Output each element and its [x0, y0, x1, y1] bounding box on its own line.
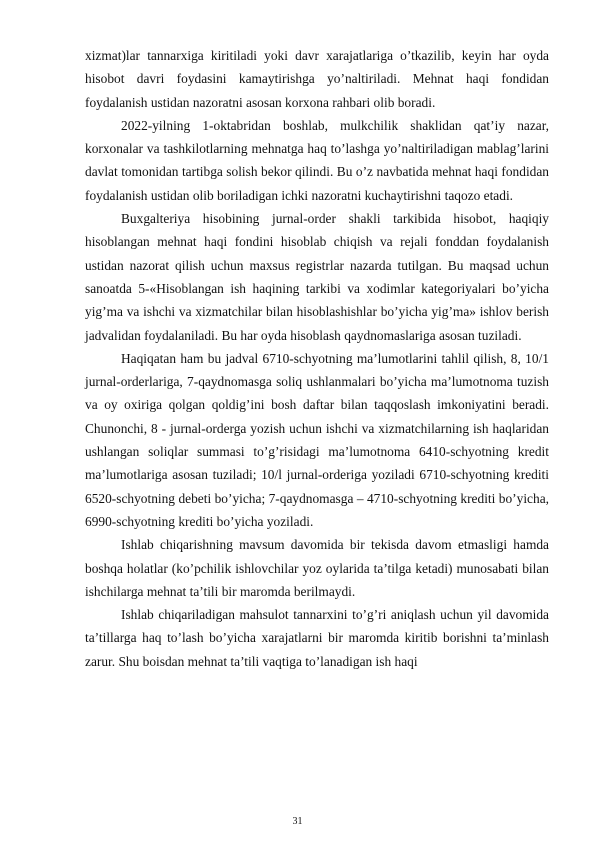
paragraph: Buxgalteriya hisobining jurnal-order shakli tarkibida hisobot, haqiqiy hisoblangan mehnat haqi fondini hisoblab chiqish va rejali fonddan foydalanish ustidan nazorat qilish uchun maxsus registrlar nazarda tutilgan. Bu maqsad uchun sanoatda 5-«Hisoblangan ish haqining tarkibi va xodimlar kategoriyalari bo’yicha yig’ma va ishchi va xizmatchilar bilan hisoblashishlar bo’yicha yig’ma» ishlov berish jadvalidan foydalaniladi. Bu har oyda hisoblash qaydnomaslariga asosan tuziladi. [85, 211, 549, 343]
paragraph: 2022-yilning 1-oktabridan boshlab, mulkchilik shaklidan qat’iy nazar, korxonalar va tashkilotlarning mehnatga haq to’lashga yo’naltiriladigan mablag’larini davlat tomonidan tartibga solish bekor qilindi. Bu o’z navbatida mehnat haqi fondidan foydalanish ustidan olib boriladigan ichki nazoratni kuchaytirishni taqozo etadi. [85, 117, 549, 203]
paragraph: Ishlab chiqarishning mavsum davomida bir tekisda davom etmasligi hamda boshqa holatlar (ko’pchilik ishlovchilar yoz oylarida ta’tilga ketadi) munosabati bilan ishchilarga mehnat ta’tili bir maromda berilmaydi. [85, 537, 549, 599]
page-number: 31 [292, 816, 303, 827]
paragraph-continued: xizmat)lar tannarxiga kiritiladi yoki davr xarajatlariga o’tkazilib, keyin har oyda hisobot davri foydasini kamaytirishga yo’naltiriladi. Mehnat haqi fondidan foydalanish ustidan nazoratni asosan korxona rahbari olib boradi. [85, 48, 549, 110]
paragraph: Haqiqatan ham bu jadval 6710-schyotning ma’lumotlarini tahlil qilish, 8, 10/1 jurnal-orderlariga, 7-qaydnomasga soliq ushlanmalari bo’yicha ma’lumotnoma tuzish va oy oxiriga qolgan qoldig’ini bosh daftar bilan taqqoslash imkoniyatini beradi. Chunonchi, 8 - jurnal-orderga yozish uchun ishchi va xizmatchilarning ish haqlaridan ushlangan soliqlar summasi to’g’risidagi ma’lumotnoma 6410-schyotning kredit ma’lumotlariga asosan tuziladi; 10/l jurnal-orderiga yoziladi 6710-schyotning krediti 6520-schyotning debeti bo’yicha; 7-qaydnomasga – 4710-schyotning krediti bo’yicha, 6990-schyotning krediti bo’yicha yoziladi. [85, 350, 549, 529]
page-body [85, 44, 549, 673]
paragraph: Ishlab chiqariladigan mahsulot tannarxini to’g’ri aniqlash uchun yil davomida ta’tillarga haq to’lash bo’yicha xarajatlarni bir maromda kiritib borishni ta’minlash zarur. Shu boisdan mehnat ta’tili vaqtiga to’lanadigan ish haqi [85, 607, 549, 669]
